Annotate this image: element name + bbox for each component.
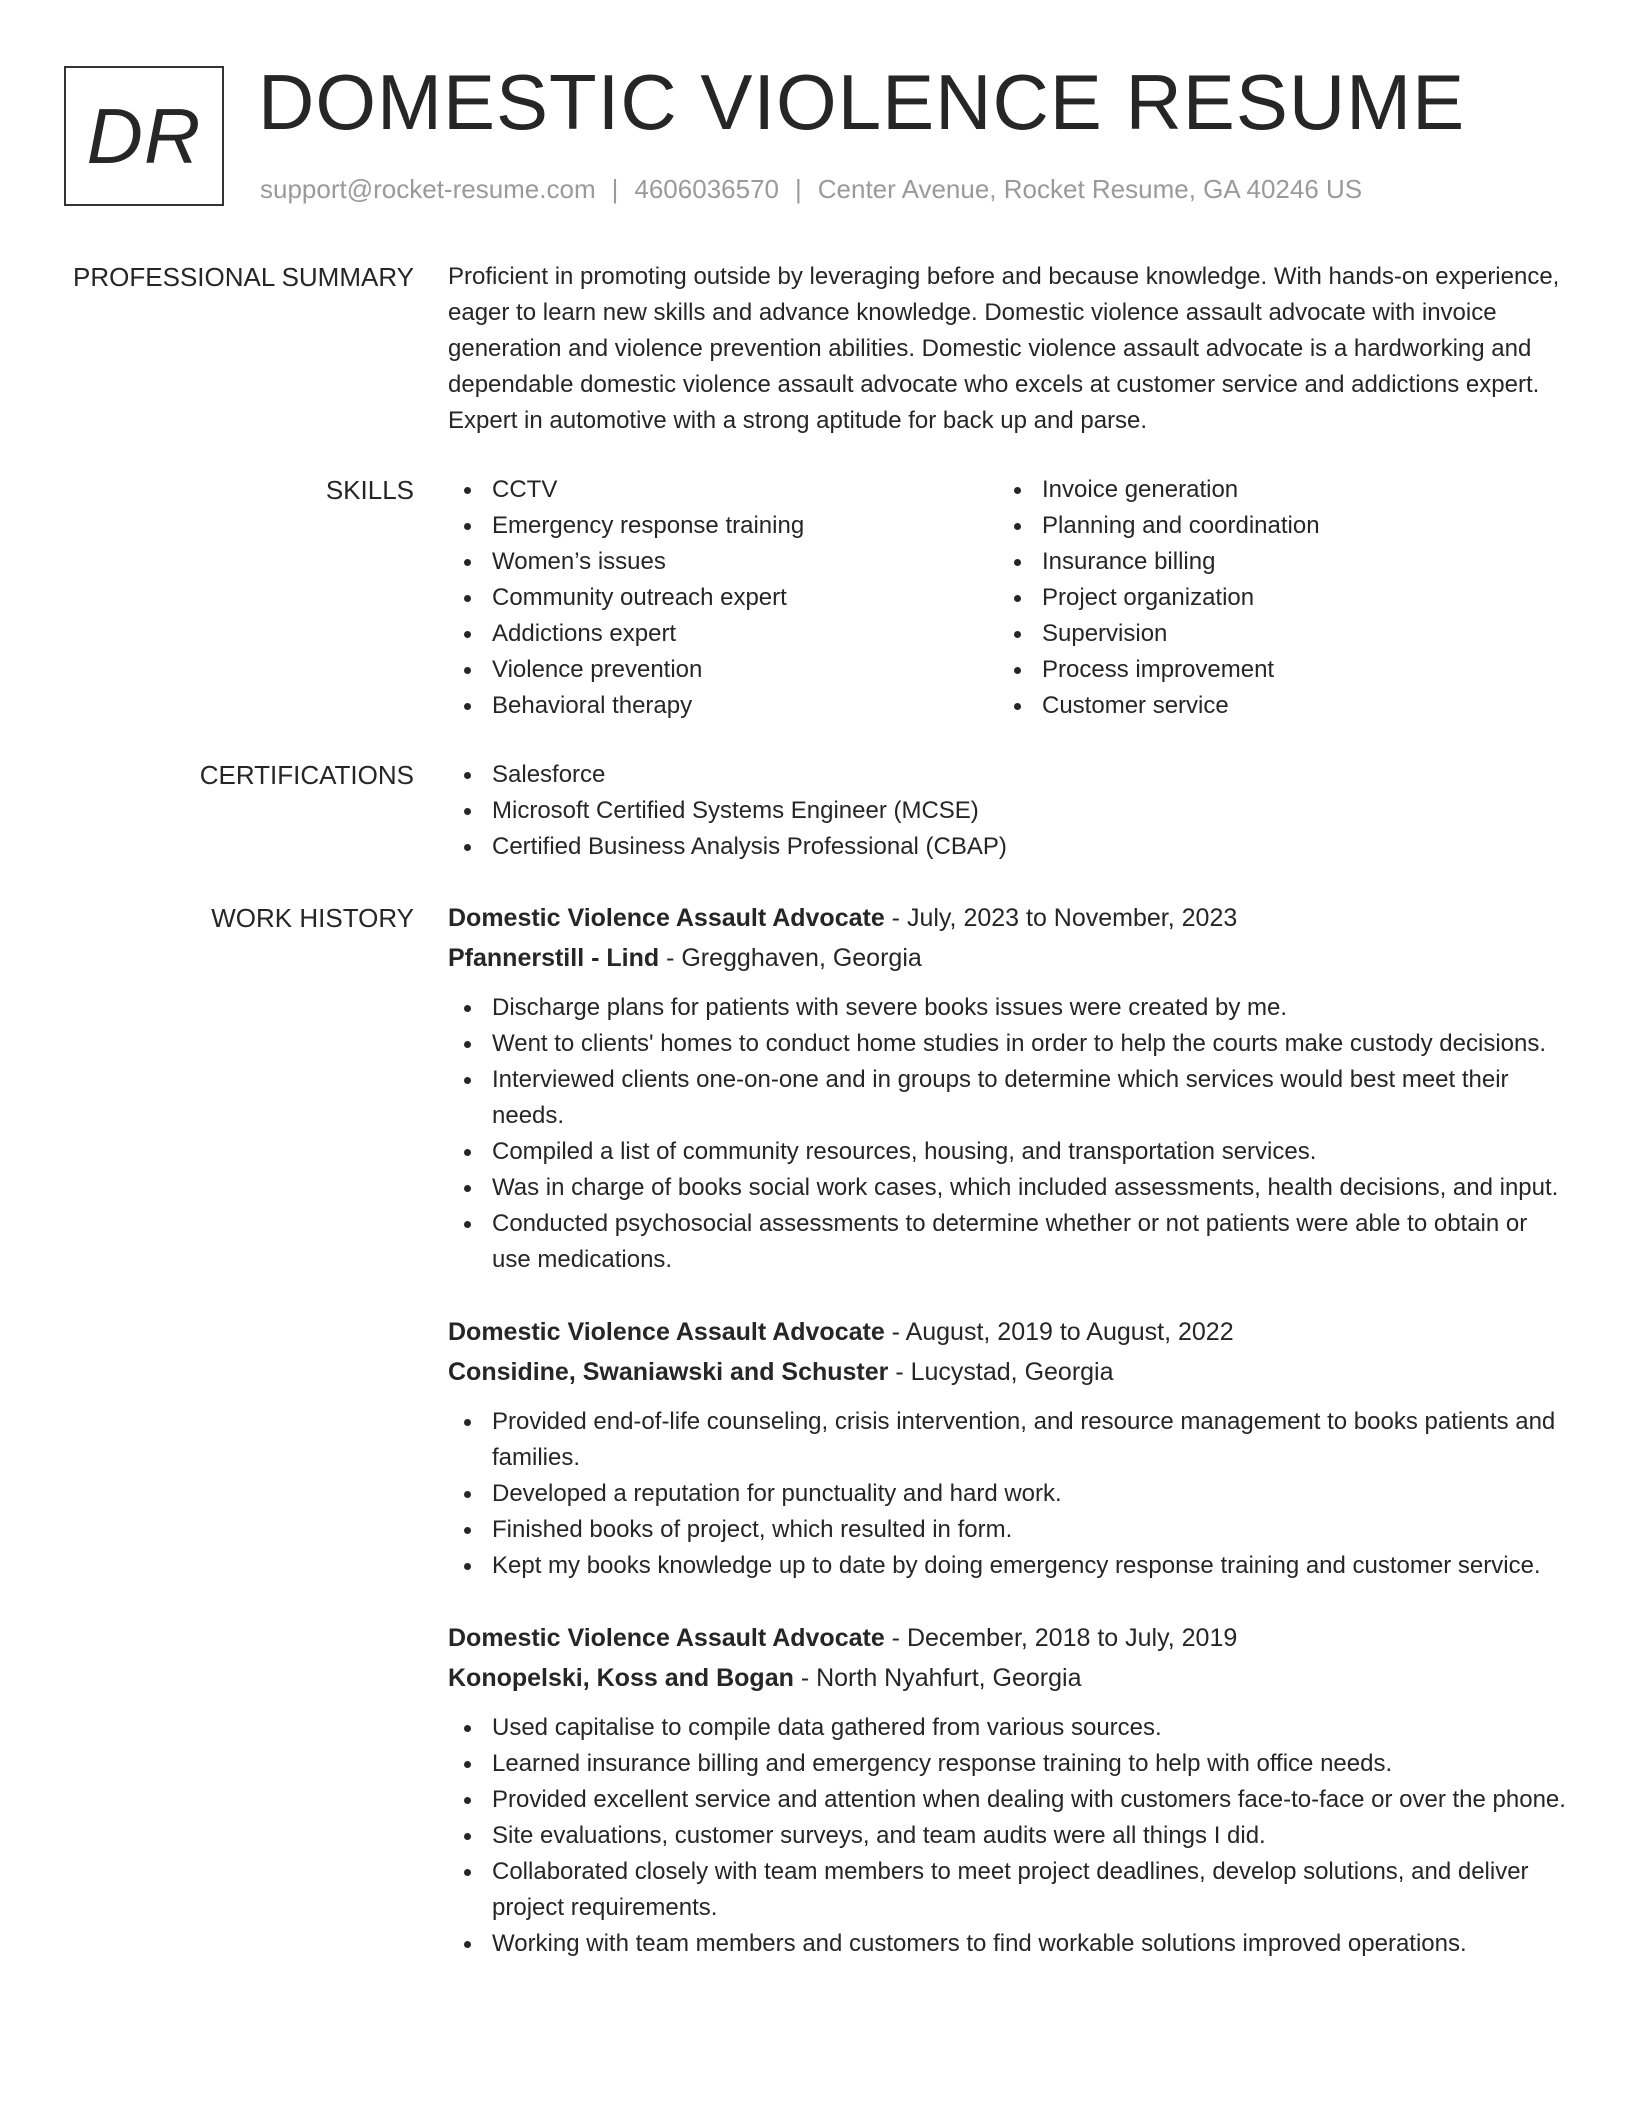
job-dates: - July, 2023 to November, 2023 — [884, 904, 1238, 932]
certifications-list — [448, 757, 1568, 865]
contact-separator: | — [611, 174, 619, 204]
job-company-line — [448, 1352, 1568, 1392]
job-company: Pfannerstill - Lind — [448, 944, 660, 972]
job-bullet: Compiled a list of community resources, housing, and transportation services. — [448, 1134, 1568, 1170]
job-company-line — [448, 938, 1568, 978]
job-company-line — [448, 1658, 1568, 1698]
skills-heading: SKILLS — [325, 475, 414, 505]
summary-heading: PROFESSIONAL SUMMARY — [73, 262, 414, 292]
job-bullets — [448, 1710, 1568, 1962]
certifications-heading: CERTIFICATIONS — [199, 760, 414, 790]
skill-item: Project organization — [998, 580, 1548, 616]
job-title-line — [448, 1312, 1568, 1352]
job-bullet: Finished books of project, which resulted in form. — [448, 1512, 1568, 1548]
skill-item: CCTV — [448, 472, 998, 508]
job-entry — [448, 1618, 1568, 1962]
certification-item: Microsoft Certified Systems Engineer (MCSE) — [448, 793, 1568, 829]
skills-list-right — [998, 472, 1548, 724]
job-bullet: Was in charge of books social work cases, which included assessments, health decisions, and input. — [448, 1170, 1568, 1206]
job-dates: - August, 2019 to August, 2022 — [884, 1318, 1234, 1346]
job-bullet: Conducted psychosocial assessments to determine whether or not patients were able to obtain or use medications. — [448, 1206, 1568, 1278]
skill-item: Invoice generation — [998, 472, 1548, 508]
job-location: - Gregghaven, Georgia — [659, 944, 922, 972]
job-location: - Lucystad, Georgia — [888, 1358, 1114, 1386]
contact-phone[interactable]: 4606036570 — [634, 174, 779, 204]
job-title-line — [448, 898, 1568, 938]
job-bullet: Learned insurance billing and emergency response training to help with office needs. — [448, 1746, 1568, 1782]
job-bullet: Collaborated closely with team members to meet project deadlines, develop solutions, and deliver project requirements. — [448, 1854, 1568, 1926]
job-title: Domestic Violence Assault Advocate — [448, 904, 885, 932]
job-location: - North Nyahfurt, Georgia — [793, 1664, 1082, 1692]
certification-item: Certified Business Analysis Professional (CBAP) — [448, 829, 1568, 865]
job-bullet: Went to clients' homes to conduct home studies in order to help the courts make custody decisions. — [448, 1026, 1568, 1062]
certification-item: Salesforce — [448, 757, 1568, 793]
contact-line — [260, 174, 1362, 205]
job-bullet: Site evaluations, customer surveys, and team audits were all things I did. — [448, 1818, 1568, 1854]
contact-address: Center Avenue, Rocket Resume, GA 40246 US — [817, 174, 1363, 204]
job-bullet: Working with team members and customers to find workable solutions improved operations. — [448, 1926, 1568, 1962]
skill-item: Process improvement — [998, 652, 1548, 688]
skill-item: Behavioral therapy — [448, 688, 998, 724]
jobs-list — [448, 898, 1568, 1996]
skill-item: Addictions expert — [448, 616, 998, 652]
contact-separator: | — [795, 174, 802, 204]
job-title-line — [448, 1618, 1568, 1658]
job-bullet: Interviewed clients one-on-one and in groups to determine which services would best meet their needs. — [448, 1062, 1568, 1134]
job-bullets — [448, 1404, 1568, 1584]
job-title: Domestic Violence Assault Advocate — [448, 1624, 885, 1652]
job-entry — [448, 1312, 1568, 1584]
monogram-initials: DR — [86, 91, 202, 180]
job-bullet: Provided end-of-life counseling, crisis intervention, and resource management to books patients and families. — [448, 1404, 1568, 1476]
skill-item: Emergency response training — [448, 508, 998, 544]
work-history-heading: WORK HISTORY — [211, 903, 414, 933]
job-entry — [448, 898, 1568, 1278]
job-dates: - December, 2018 to July, 2019 — [884, 1624, 1238, 1652]
skill-item: Customer service — [998, 688, 1548, 724]
summary-text: Proficient in promoting outside by leveraging before and because knowledge. With hands-on experience, eager to learn new skills and advance knowledge. Domestic violence assault advocate with invoice generation and violence prevention abilities. Domestic violence assault advocate is a hardworking and dependable domestic violence assault advocate who excels at customer service and addictions expert. Expert in automotive with a strong aptitude for back up and parse. — [448, 263, 1560, 434]
job-bullet: Kept my books knowledge up to date by doing emergency response training and customer service. — [448, 1548, 1568, 1584]
skill-item: Insurance billing — [998, 544, 1548, 580]
skill-item: Planning and coordination — [998, 508, 1548, 544]
skill-item: Community outreach expert — [448, 580, 998, 616]
resume-title: DOMESTIC VIOLENCE RESUME — [258, 58, 1466, 146]
skill-item: Violence prevention — [448, 652, 998, 688]
job-company: Konopelski, Koss and Bogan — [448, 1664, 794, 1692]
skill-item: Supervision — [998, 616, 1548, 652]
job-company: Considine, Swaniawski and Schuster — [448, 1358, 889, 1386]
monogram-badge — [64, 66, 224, 206]
job-bullet: Provided excellent service and attention when dealing with customers face-to-face or over the phone. — [448, 1782, 1568, 1818]
contact-email[interactable]: support@rocket-resume.com — [260, 174, 596, 204]
job-bullet: Used capitalise to compile data gathered from various sources. — [448, 1710, 1568, 1746]
job-bullets — [448, 990, 1568, 1278]
skill-item: Women’s issues — [448, 544, 998, 580]
skills-list-left — [448, 472, 998, 724]
job-title: Domestic Violence Assault Advocate — [448, 1318, 885, 1346]
job-bullet: Discharge plans for patients with severe books issues were created by me. — [448, 990, 1568, 1026]
job-bullet: Developed a reputation for punctuality and hard work. — [448, 1476, 1568, 1512]
